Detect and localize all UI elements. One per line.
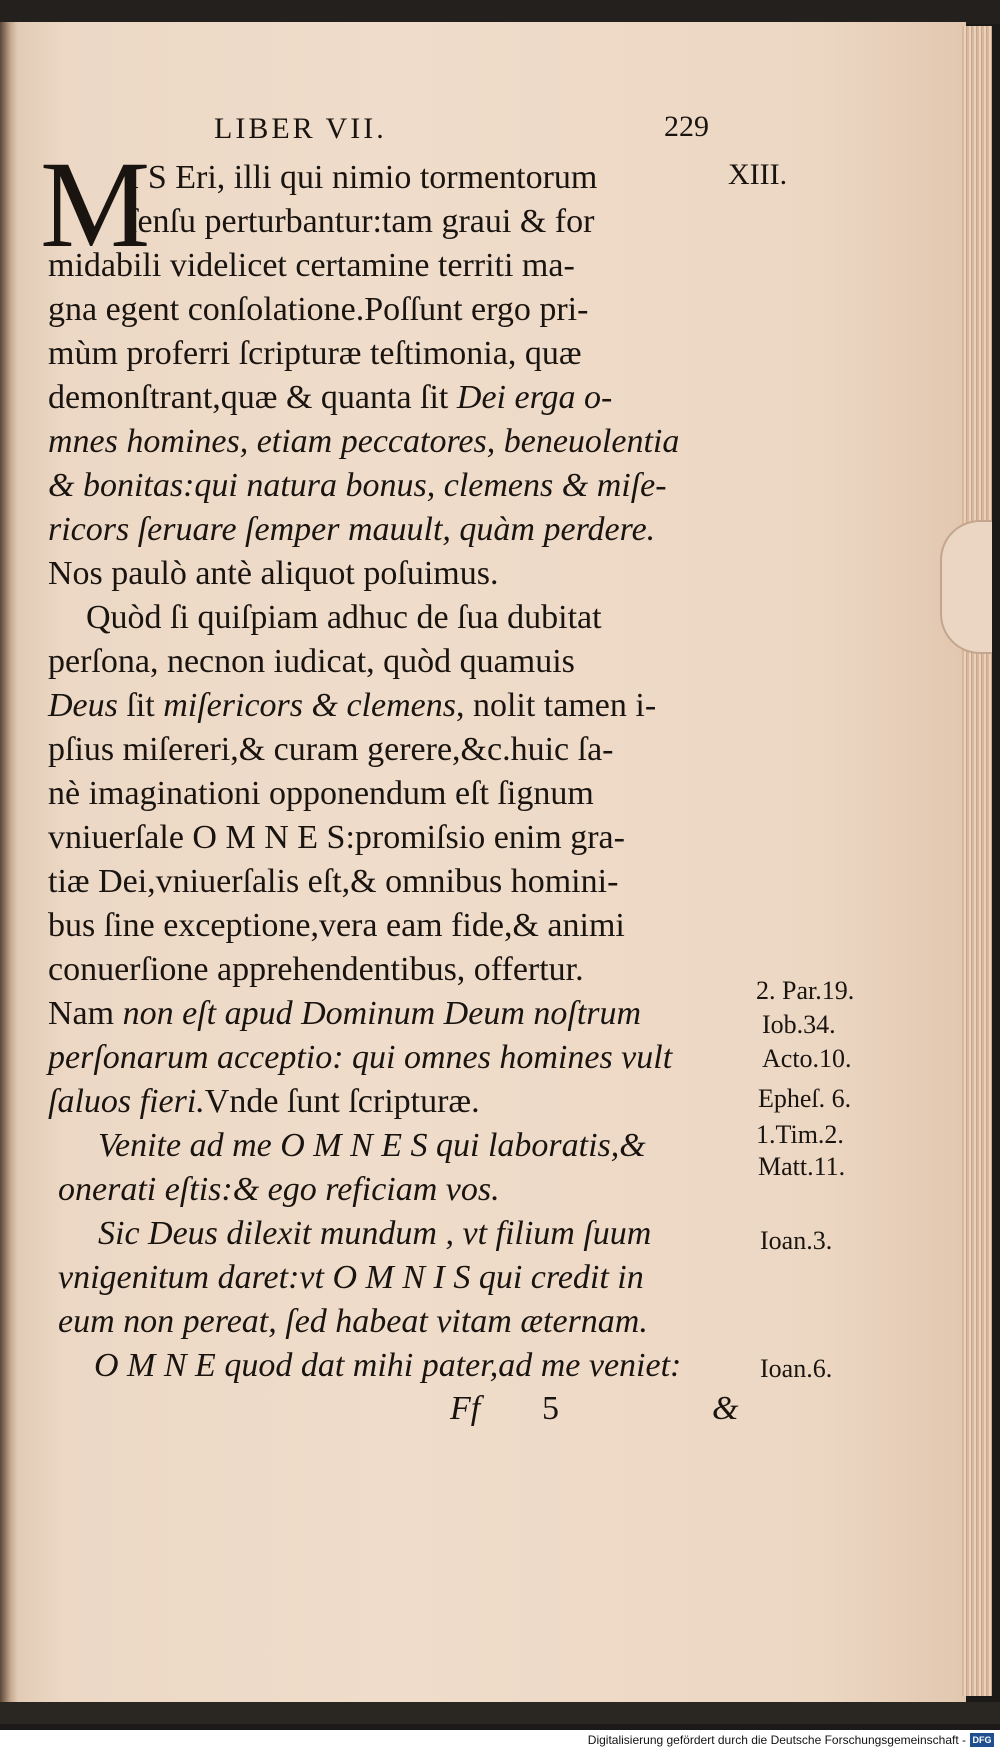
signature-mark: Ff	[450, 1390, 481, 1427]
margin-reference: Matt.11.	[758, 1152, 846, 1181]
text-fragment: Nam	[48, 995, 115, 1032]
text-fragment: , nolit tamen i-	[455, 687, 657, 724]
margin-reference: Ioan.3.	[760, 1226, 833, 1255]
text-line: Venite ad me O M N E S qui laboratis,&	[98, 1127, 646, 1164]
dfg-logo: DFG	[970, 1733, 994, 1747]
page-number: 229	[664, 110, 709, 143]
margin-reference: Acto.10.	[762, 1044, 852, 1073]
text-line: vnigenitum daret:vt O M N I S qui credit in	[58, 1259, 644, 1296]
margin-reference: Epheſ. 6.	[758, 1084, 852, 1113]
page-edges	[962, 26, 992, 1696]
text-fragment: ſit	[126, 687, 155, 724]
book-gutter	[0, 22, 18, 1702]
scan-top-border	[0, 0, 1000, 24]
text-line: perſonarum acceptio: qui omnes homines vult	[48, 1039, 673, 1076]
text-line: nè imaginationi opponendum eſt ſignum	[48, 775, 594, 812]
text-fragment: demonſtrant,quæ & quanta ſit	[48, 379, 449, 416]
text-line	[48, 992, 641, 1036]
margin-reference: Iob.34.	[762, 1010, 836, 1039]
chapter-number: XIII.	[728, 158, 788, 191]
text-line: vniuerſale O M N E S:promiſsio enim gra-	[48, 819, 625, 856]
text-line: O M N E quod dat mihi pater,ad me veniet:	[94, 1347, 682, 1384]
text-fragment: ſaluos fieri.	[48, 1083, 205, 1120]
margin-reference: 2. Par.19.	[756, 976, 855, 1005]
text-line: Quòd ſi quiſpiam adhuc de ſua dubitat	[86, 599, 602, 636]
text-line: eum non pereat, ſed habeat vitam æternam.	[58, 1303, 648, 1340]
text-fragment: Deus	[48, 687, 118, 724]
text-fragment: Vnde ſunt ſcripturæ.	[204, 1083, 480, 1120]
text-line	[48, 1080, 480, 1124]
text-line: I S Eri, illi qui nimio tormentorum	[128, 159, 598, 196]
text-fragment: Dei erga o-	[456, 379, 613, 416]
margin-reference: 1.Tim.2.	[756, 1120, 844, 1149]
text-line: midabili videlicet certamine territi ma-	[48, 247, 575, 284]
scan-bottom-border	[0, 1702, 1000, 1724]
text-line: ricors ſeruare ſemper mauult, quàm perdere.	[48, 511, 656, 548]
text-line: Sic Deus dilexit mundum , vt filium ſuum	[98, 1215, 652, 1252]
text-fragment: non eſt apud Dominum Deum noſtrum	[122, 995, 642, 1032]
text-line: Nos paulò antè aliquot poſuimus.	[48, 555, 499, 592]
text-line: gna egent conſolatione.Poſſunt ergo pri-	[48, 291, 589, 328]
text-line	[48, 684, 656, 728]
text-line: mùm proferri ſcripturæ teſtimonia, quæ	[48, 335, 582, 372]
text-line: & bonitas:qui natura bonus, clemens & miſe-	[48, 467, 667, 504]
text-line: onerati eſtis:& ego reficiam vos.	[58, 1171, 500, 1208]
running-header: LIBER VII.	[214, 112, 387, 145]
text-line: perſona, necnon iudicat, quòd quamuis	[48, 643, 575, 680]
text-fragment: miſericors & clemens	[163, 687, 456, 724]
text-line: pſius miſereri,& curam gerere,&c.huic ſa-	[48, 731, 614, 768]
footer-credit: Digitalisierung gefördert durch die Deutsche Forschungsgemeinschaft -	[587, 1733, 966, 1747]
text-line: mnes homines, etiam peccatores, beneuolentia	[48, 423, 680, 460]
catchword: &	[712, 1390, 739, 1427]
text-line: conuerſione apprehendentibus, offertur.	[48, 951, 584, 988]
signature-number: 5	[542, 1390, 559, 1427]
margin-reference: Ioan.6.	[760, 1354, 833, 1383]
text-line: ſenſu perturbantur:tam graui & for	[128, 203, 595, 240]
digitization-footer	[0, 1730, 1000, 1752]
drop-cap: M	[40, 136, 151, 273]
text-line: tiæ Dei,vniuerſalis eſt,& omnibus homini-	[48, 863, 619, 900]
text-line: bus ſine exceptione,vera eam fide,& animi	[48, 907, 625, 944]
text-line	[48, 376, 612, 420]
page-clasp	[940, 520, 992, 654]
